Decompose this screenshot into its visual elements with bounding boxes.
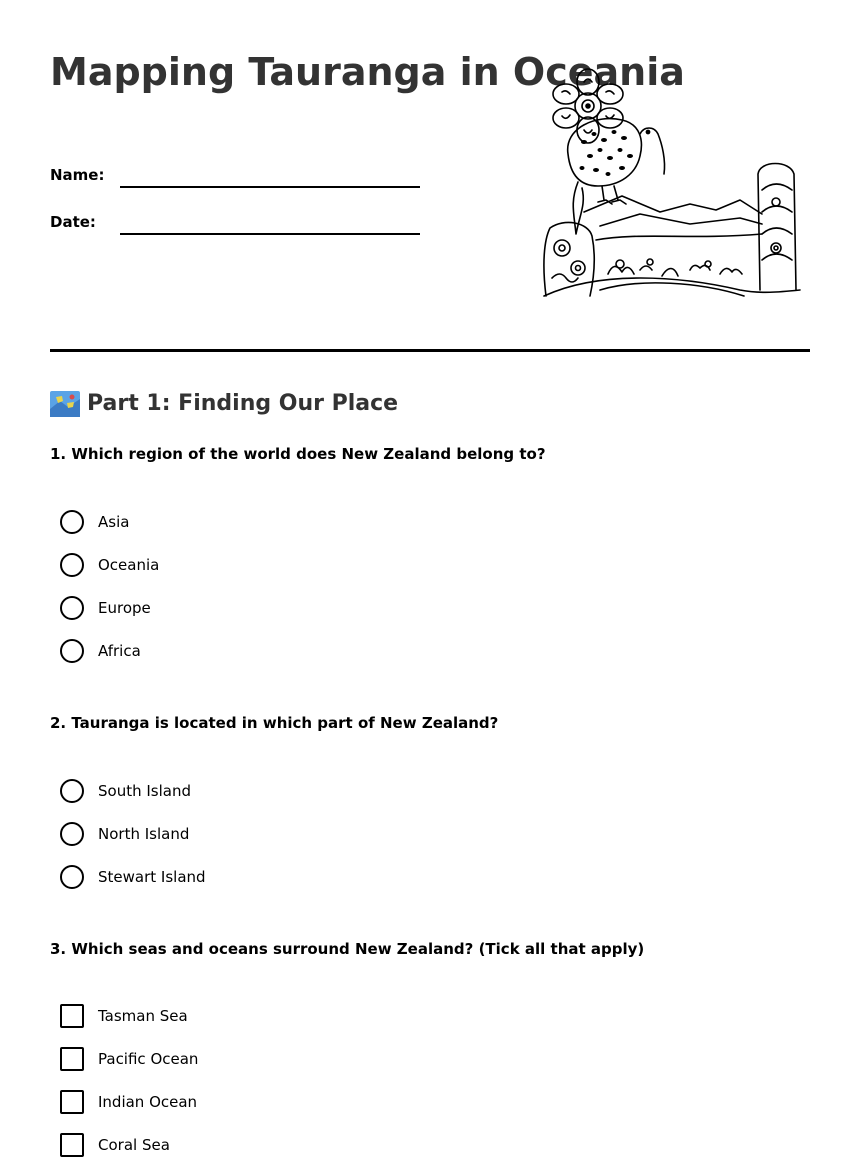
option-label: Coral Sea bbox=[98, 1136, 170, 1154]
question-3: 3. Which seas and oceans surround New Zealand? (Tick all that apply) bbox=[50, 940, 645, 958]
name-line[interactable] bbox=[120, 186, 420, 188]
option-label: North Island bbox=[98, 825, 190, 843]
date-label: Date: bbox=[50, 213, 96, 231]
radio-button[interactable] bbox=[60, 596, 84, 620]
q1-option-europe[interactable] bbox=[60, 595, 151, 621]
question-2: 2. Tauranga is located in which part of New Zealand? bbox=[50, 714, 499, 732]
option-label: Europe bbox=[98, 599, 151, 617]
q3-option-tasman-sea[interactable] bbox=[60, 1003, 188, 1029]
date-line[interactable] bbox=[120, 233, 420, 235]
page-title-text: Mapping Tauranga in Oceania bbox=[50, 50, 685, 94]
kiwi-landscape-illustration bbox=[540, 64, 802, 300]
part1-heading bbox=[50, 390, 398, 418]
q2-option-north-island[interactable] bbox=[60, 821, 189, 847]
radio-button[interactable] bbox=[60, 822, 84, 846]
q1-option-asia[interactable] bbox=[60, 509, 129, 535]
q3-option-pacific-ocean[interactable] bbox=[60, 1046, 198, 1072]
radio-button[interactable] bbox=[60, 553, 84, 577]
option-label: Oceania bbox=[98, 556, 160, 574]
name-field bbox=[50, 166, 430, 196]
radio-button[interactable] bbox=[60, 510, 84, 534]
q1-option-oceania[interactable] bbox=[60, 552, 159, 578]
q3-option-coral-sea[interactable] bbox=[60, 1132, 170, 1158]
option-label: Asia bbox=[98, 513, 130, 531]
part1-heading-text: Part 1: Finding Our Place bbox=[87, 391, 399, 416]
section-divider bbox=[50, 349, 810, 352]
q2-option-stewart-island[interactable] bbox=[60, 864, 206, 890]
q2-option-south-island[interactable] bbox=[60, 778, 191, 804]
option-label: Indian Ocean bbox=[98, 1093, 198, 1111]
option-label: Africa bbox=[98, 642, 141, 660]
radio-button[interactable] bbox=[60, 779, 84, 803]
checkbox[interactable] bbox=[60, 1090, 84, 1114]
map-icon bbox=[50, 391, 80, 417]
q1-option-africa[interactable] bbox=[60, 638, 141, 664]
question-1: 1. Which region of the world does New Zealand belong to? bbox=[50, 445, 546, 463]
date-field bbox=[50, 213, 430, 243]
radio-button[interactable] bbox=[60, 865, 84, 889]
radio-button[interactable] bbox=[60, 639, 84, 663]
checkbox[interactable] bbox=[60, 1004, 84, 1028]
name-label: Name: bbox=[50, 166, 105, 184]
option-label: Stewart Island bbox=[98, 868, 206, 886]
option-label: Tasman Sea bbox=[98, 1007, 188, 1025]
q3-option-indian-ocean[interactable] bbox=[60, 1089, 197, 1115]
checkbox[interactable] bbox=[60, 1133, 84, 1157]
option-label: Pacific Ocean bbox=[98, 1050, 199, 1068]
checkbox[interactable] bbox=[60, 1047, 84, 1071]
option-label: South Island bbox=[98, 782, 191, 800]
